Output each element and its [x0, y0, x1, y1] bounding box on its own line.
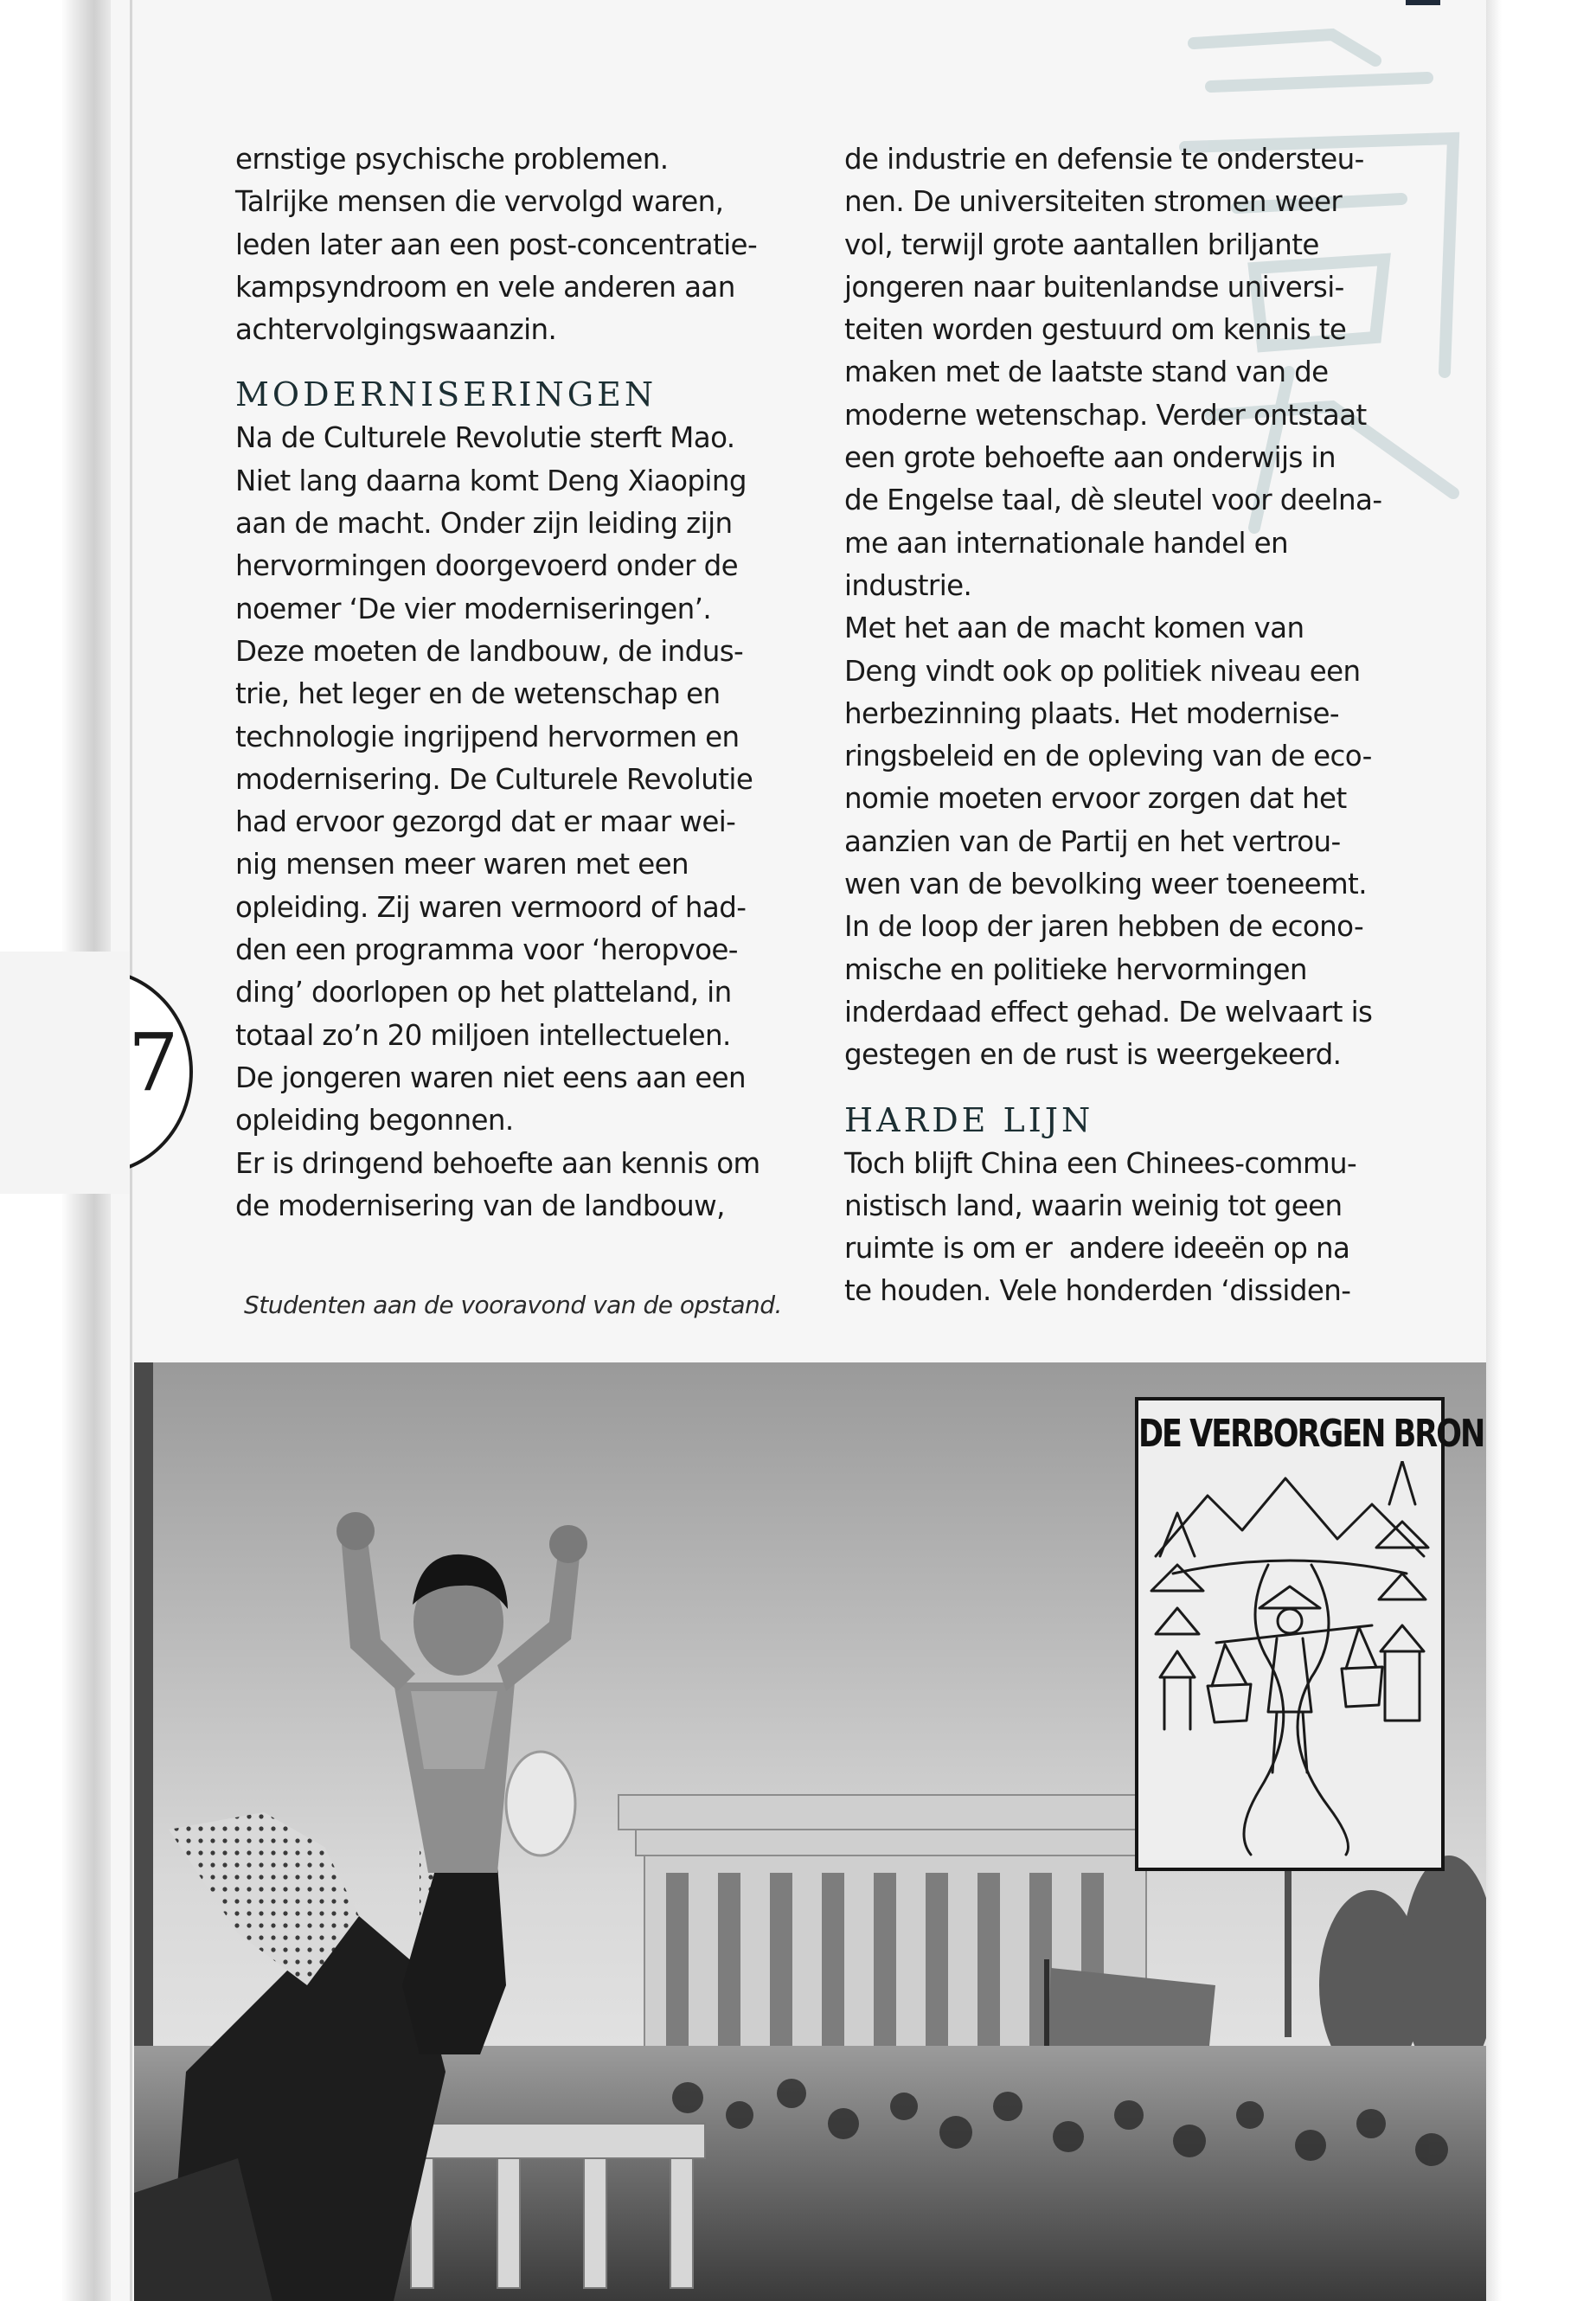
- right-para1-line: maken met de laatste stand van de: [844, 356, 1329, 389]
- right-para1-line: jongeren naar buitenlandse universi-: [844, 270, 1344, 304]
- right-para1-line: Deng vindt ook op politiek niveau een: [844, 654, 1361, 688]
- heading-moderniseringen: MODERNISERINGEN: [235, 375, 657, 414]
- right-para1-line: herbezinning plaats. Het modernise-: [844, 696, 1340, 730]
- left-para2-line: opleiding begonnen.: [235, 1104, 514, 1138]
- left-para2-line: aan de macht. Onder zijn leiding zijn: [235, 507, 733, 541]
- right-para1-line: ringsbeleid en de opleving van de eco-: [844, 740, 1372, 773]
- left-para2-line: De jongeren waren niet eens aan een: [235, 1061, 747, 1094]
- right-para1-line: vol, terwijl grote aantallen briljante: [844, 228, 1319, 261]
- right-para2-line: Toch blijft China een Chinees-commu-: [844, 1146, 1357, 1180]
- left-para2-line: totaal zo’n 20 miljoen intellectuelen.: [235, 1018, 731, 1052]
- right-para1-line: gestegen en de rust is weergekeerd.: [844, 1038, 1342, 1072]
- left-para2-line: technologie ingrijpend hervormen en: [235, 720, 740, 753]
- right-para1-line: de Engelse taal, dè sleutel voor deelna-: [844, 484, 1382, 517]
- right-para2-line: nistisch land, waarin weinig tot geen: [844, 1189, 1343, 1222]
- page-corner-mark: [1406, 0, 1440, 5]
- left-para1-line: leden later aan een post-concentratie-: [235, 228, 758, 261]
- left-para2-line: Deze moeten de landbouw, de indus-: [235, 634, 744, 668]
- left-text-column: [235, 138, 789, 1227]
- right-para1-line: inderdaad effect gehad. De welvaart is: [844, 995, 1373, 1029]
- right-text-column: [844, 138, 1398, 1313]
- right-para1-line: wen van de bevolking weer toeneemt.: [844, 868, 1367, 901]
- right-para2-line: ruimte is om er andere ideeën op na: [844, 1232, 1350, 1266]
- left-para2-line: den een programma voor ‘heropvoe-: [235, 933, 738, 967]
- left-para1-line: Talrijke mensen die vervolgd waren,: [235, 185, 724, 219]
- de-verborgen-bron-stamp: [1135, 1397, 1484, 1871]
- right-para1-line: aanzien van de Partij en het vertrou-: [844, 824, 1341, 858]
- heading-harde-lijn: HARDE LIJN: [844, 1100, 1094, 1139]
- right-para1-line: mische en politieke hervormingen: [844, 952, 1307, 986]
- left-para2-line: Niet lang daarna komt Deng Xiaoping: [235, 464, 747, 497]
- left-para2-line: ding’ doorlopen op het platteland, in: [235, 976, 732, 1009]
- left-para1-line: achtervolgingswaanzin.: [235, 313, 557, 347]
- right-para2-line: te houden. Vele honderden ‘dissiden-: [844, 1274, 1351, 1308]
- right-para1-line: moderne wetenschap. Verder ontstaat: [844, 398, 1367, 432]
- right-para1-line: nen. De universiteiten stromen weer: [844, 185, 1343, 219]
- left-para2-line: Na de Culturele Revolutie sterft Mao.: [235, 421, 735, 455]
- right-para1-line: een grote behoefte aan onderwijs in: [844, 441, 1336, 475]
- left-para2-line: noemer ‘De vier moderniseringen’.: [235, 592, 712, 625]
- right-para1-line: industrie.: [844, 568, 972, 602]
- page-number: 7: [128, 1016, 179, 1109]
- left-para2-line: Er is dringend behoefte aan kennis om: [235, 1146, 760, 1180]
- right-para1-line: de industrie en defensie te ondersteu-: [844, 143, 1364, 176]
- right-para1-line: In de loop der jaren hebben de econo-: [844, 910, 1364, 944]
- left-para2-line: de modernisering van de landbouw,: [235, 1189, 725, 1222]
- right-para1-line: nomie moeten ervoor zorgen dat het: [844, 782, 1347, 816]
- page-edge: [1486, 0, 1502, 2301]
- left-para2-line: modernisering. De Culturele Revolutie: [235, 762, 753, 796]
- left-para2-line: hervormingen doorgevoerd onder de: [235, 549, 739, 583]
- left-para1-line: ernstige psychische problemen.: [235, 143, 669, 176]
- left-para2-line: nig mensen meer waren met een: [235, 848, 689, 881]
- stamp-title: DE VERBORGEN BRON: [1138, 1413, 1484, 1456]
- right-para1-line: me aan internationale handel en: [844, 526, 1289, 560]
- left-para1-line: kampsyndroom en vele anderen aan: [235, 270, 735, 304]
- left-para2-line: trie, het leger en de wetenschap en: [235, 677, 721, 711]
- left-para2-line: opleiding. Zij waren vermoord of had-: [235, 890, 747, 924]
- stamp-illustration: [1138, 1461, 1441, 1859]
- right-para1-line: teiten worden gestuurd om kennis te: [844, 313, 1347, 347]
- photo-caption: Studenten aan de vooravond van de opstand.: [244, 1291, 782, 1319]
- left-para2-line: had ervoor gezorgd dat er maar wei-: [235, 805, 736, 839]
- right-para1-line: Met het aan de macht komen van: [844, 612, 1304, 645]
- page-number-tab-mask: [0, 952, 130, 1194]
